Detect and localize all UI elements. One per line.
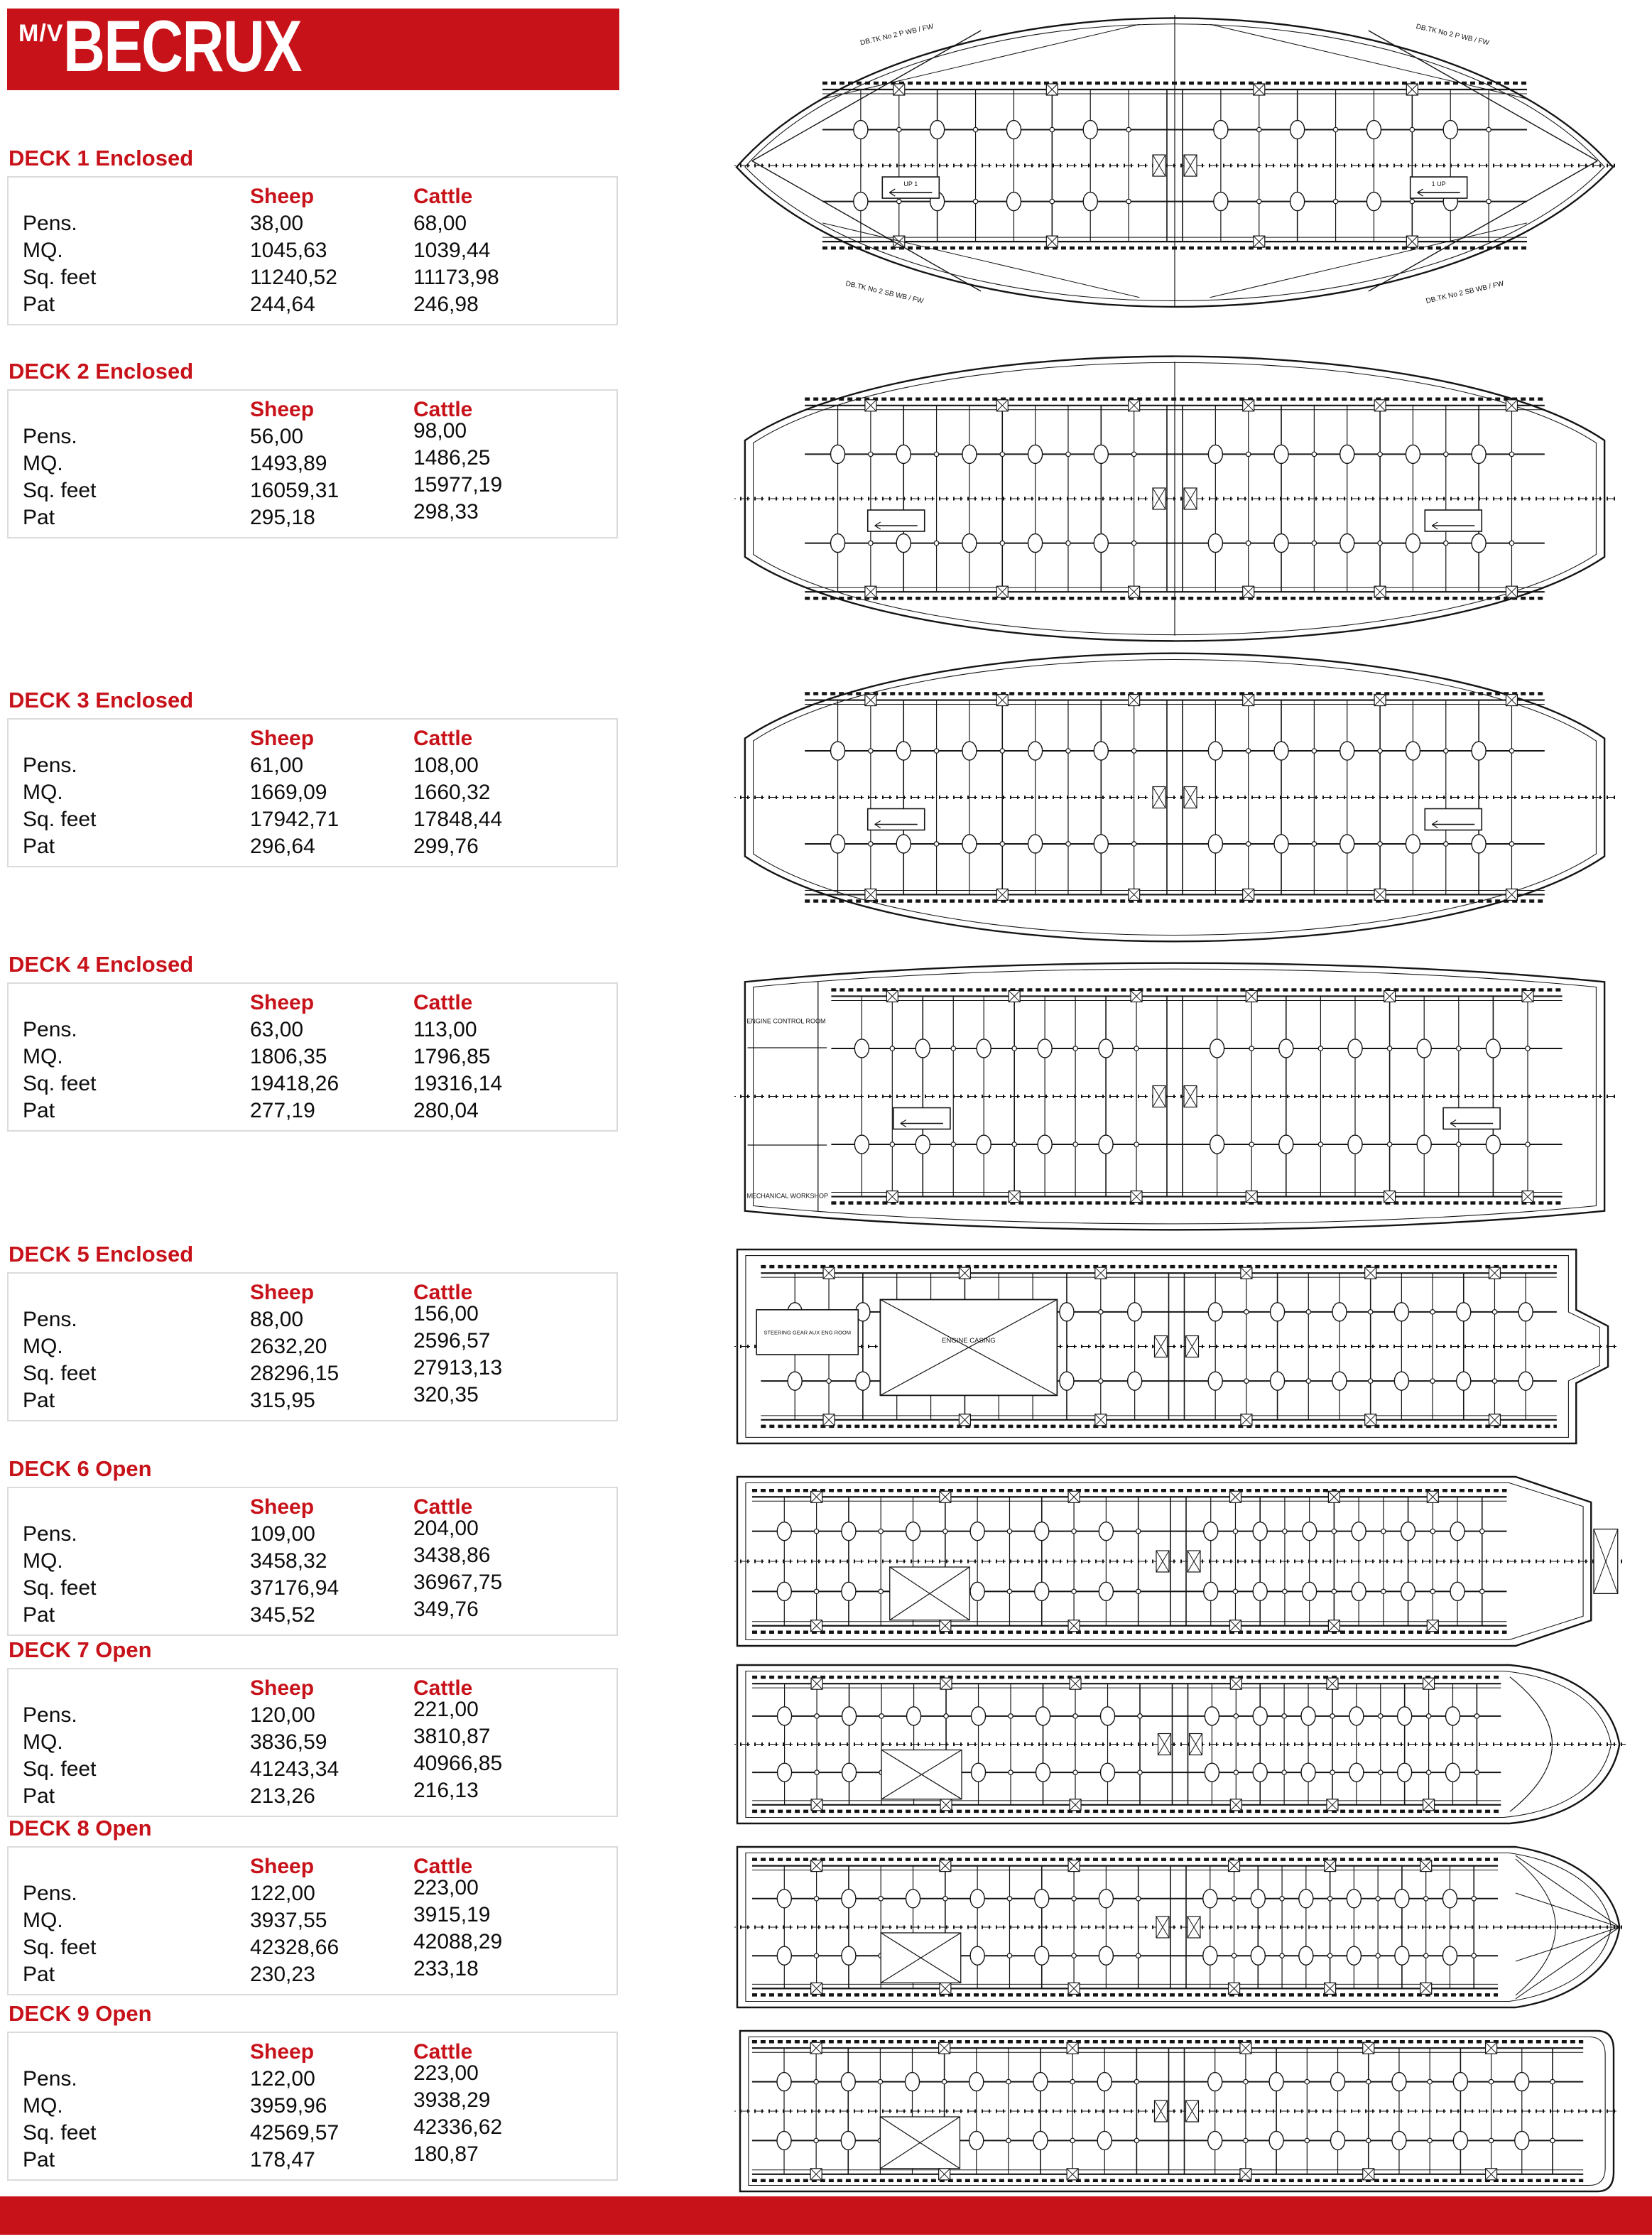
deck-title: DECK 2 Enclosed [9,359,194,384]
table-row-pens [23,210,591,237]
row-label-pens: Pens. [23,212,77,235]
table-row-pens [23,1017,591,1043]
row-label-sqfeet: Sq. feet [23,1757,97,1781]
col-header-sheep: Sheep [250,1281,315,1304]
deck-title: DECK 9 Open [9,2001,152,2026]
row-label-sqfeet: Sq. feet [23,808,97,831]
svg-text:DB.TK No 2 SB WB / FW: DB.TK No 2 SB WB / FW [1425,279,1505,305]
row-label-pat: Pat [23,835,55,858]
deck-4-plan-drawing [734,953,1615,1240]
table-row-sqfeet [23,264,591,291]
row-label-pat: Pat [23,1784,55,1808]
table-row-sqfeet [23,806,591,833]
row-label-sqfeet: Sq. feet [23,1072,97,1095]
cattle-sqfeet-value: 11173,98 [413,266,499,289]
table-row-mq [23,1043,591,1070]
cattle-pat-value: 216,13 [413,1779,479,1802]
table-row-sqfeet [23,1070,591,1097]
table-row-pat [23,833,591,860]
sheep-pens-value: 122,00 [250,1882,315,1905]
row-label-pat: Pat [23,1963,55,1986]
col-header-cattle: Cattle [413,1855,473,1878]
cattle-mq-value: 3915,19 [413,1903,491,1926]
deck-capacity-table [7,1668,618,1817]
row-label-mq: MQ. [23,239,63,262]
sheep-pat-value: 277,19 [250,1099,315,1122]
cattle-sqfeet-value: 42088,29 [413,1930,503,1953]
cattle-pens-value: 108,00 [413,754,479,777]
table-row-mq [23,779,591,806]
svg-text:DB.TK No 2 SB WB / FW: DB.TK No 2 SB WB / FW [844,279,925,305]
cattle-pat-value: 298,33 [413,500,479,524]
row-label-sqfeet: Sq. feet [23,266,97,289]
deck-capacity-table [7,176,618,325]
sheep-pat-value: 244,64 [250,293,315,316]
table-row-pat [23,1961,591,1988]
sheep-mq-value: 1045,63 [250,239,327,262]
sheep-mq-value: 3959,96 [250,2094,327,2118]
deck-title: DECK 3 Enclosed [9,688,194,712]
deck-title: DECK 7 Open [9,1637,152,1662]
sheep-sqfeet-value: 17942,71 [250,808,339,831]
col-header-sheep: Sheep [250,1495,315,1519]
deck-capacity-table [7,1272,618,1421]
row-label-pat: Pat [23,506,55,529]
deck-capacity-table [7,2032,618,2181]
deck-capacity-table [7,1846,618,1995]
sheep-mq-value: 1669,09 [250,781,327,804]
cattle-pat-value: 280,04 [413,1099,479,1122]
row-label-pens: Pens. [23,2067,77,2091]
deck-2-plan-drawing [734,353,1615,644]
cattle-pens-value: 68,00 [413,212,467,235]
row-label-mq: MQ. [23,452,63,475]
table-header-row [23,725,591,752]
col-header-cattle: Cattle [413,991,473,1014]
cattle-pens-value: 223,00 [413,2061,479,2085]
col-header-sheep: Sheep [250,1676,315,1700]
table-row-pat [23,291,591,318]
svg-text:1 UP: 1 UP [1431,180,1446,188]
deck-5-plan-drawing [734,1245,1619,1448]
svg-text:DB.TK No 2 P WB / FW: DB.TK No 2 P WB / FW [1415,23,1490,48]
sheep-pens-value: 38,00 [250,212,304,235]
table-row-pat [23,1602,591,1629]
deck-title: DECK 4 Enclosed [9,952,194,977]
col-header-sheep: Sheep [250,991,315,1014]
table-row-mq [23,237,591,264]
cattle-pat-value: 246,98 [413,293,479,316]
deck-title: DECK 8 Open [9,1816,152,1840]
cattle-pat-value: 299,76 [413,835,479,858]
sheep-pens-value: 109,00 [250,1522,315,1546]
row-label-pat: Pat [23,293,55,316]
row-label-pens: Pens. [23,1018,77,1041]
deck-capacity-table [7,982,618,1132]
cattle-mq-value: 1486,25 [413,446,491,470]
cattle-mq-value: 1796,85 [413,1045,491,1068]
svg-text:UP 1: UP 1 [903,180,918,188]
col-header-sheep: Sheep [250,185,315,208]
sheep-sqfeet-value: 37176,94 [250,1576,339,1600]
deck-3-plan-drawing [734,650,1615,945]
deck-title: DECK 1 Enclosed [9,146,194,170]
deck-6-plan-drawing [734,1472,1622,1651]
deck-1-plan-drawing [734,6,1615,316]
cattle-sqfeet-value: 19316,14 [413,1072,503,1095]
col-header-cattle: Cattle [413,398,473,421]
sheep-mq-value: 3836,59 [250,1730,327,1754]
cattle-pens-value: 204,00 [413,1517,479,1540]
cattle-mq-value: 3438,86 [413,1544,491,1567]
sheep-sqfeet-value: 42569,57 [250,2121,339,2145]
vessel-prefix: M/V [18,20,64,47]
col-header-cattle: Cattle [413,2040,473,2064]
svg-text:ENGINE CASING: ENGINE CASING [942,1337,996,1345]
cattle-pens-value: 221,00 [413,1698,479,1721]
row-label-mq: MQ. [23,1045,63,1068]
deck-section [7,1242,1652,1421]
svg-text:DB.TK No 2 P WB / FW: DB.TK No 2 P WB / FW [859,23,935,48]
svg-text:MECHANICAL WORKSHOP: MECHANICAL WORKSHOP [746,1192,829,1200]
cattle-mq-value: 3810,87 [413,1725,491,1748]
sheep-pat-value: 178,47 [250,2148,315,2172]
sheep-mq-value: 3937,55 [250,1909,327,1932]
deck-capacity-table [7,1487,618,1636]
footer-red-bar [0,2196,1652,2235]
deck-section [7,359,1652,538]
row-label-mq: MQ. [23,1335,63,1358]
cattle-pat-value: 320,35 [413,1383,479,1406]
sheep-pens-value: 120,00 [250,1703,315,1727]
row-label-pens: Pens. [23,1703,77,1727]
deck-capacity-table [7,389,618,538]
col-header-cattle: Cattle [413,1495,473,1519]
sheep-mq-value: 3458,32 [250,1549,327,1573]
sheep-pens-value: 88,00 [250,1308,304,1331]
cattle-mq-value: 1039,44 [413,239,491,262]
row-label-mq: MQ. [23,1909,63,1932]
col-header-sheep: Sheep [250,1855,315,1878]
table-row-pat [23,1387,591,1414]
deck-capacity-table [7,718,618,867]
sheep-pat-value: 315,95 [250,1389,315,1412]
row-label-pens: Pens. [23,425,77,448]
sheep-pens-value: 63,00 [250,1018,304,1041]
row-label-mq: MQ. [23,2094,63,2118]
deck-section [7,1637,1652,1817]
row-label-pens: Pens. [23,1882,77,1905]
deck-title: DECK 6 Open [9,1456,152,1481]
deck-title: DECK 5 Enclosed [9,1242,194,1267]
col-header-cattle: Cattle [413,1281,473,1304]
sheep-sqfeet-value: 42328,66 [250,1936,339,1959]
sheep-pat-value: 296,64 [250,835,315,858]
sheep-pens-value: 56,00 [250,425,304,448]
table-row-pat [23,2147,591,2174]
row-label-mq: MQ. [23,1549,63,1573]
row-label-mq: MQ. [23,1730,63,1754]
row-label-pat: Pat [23,1099,55,1122]
cattle-sqfeet-value: 15977,19 [413,473,503,497]
cattle-pens-value: 113,00 [413,1018,477,1041]
vessel-name: BECRUX [63,6,302,87]
deck-section [7,2001,1652,2181]
cattle-pens-value: 223,00 [413,1876,479,1899]
cattle-pat-value: 180,87 [413,2142,479,2166]
sheep-pat-value: 230,23 [250,1963,315,1986]
deck-section [7,1456,1652,1636]
cattle-sqfeet-value: 36967,75 [413,1571,503,1594]
cattle-sqfeet-value: 40966,85 [413,1752,503,1775]
row-label-sqfeet: Sq. feet [23,1576,97,1600]
col-header-sheep: Sheep [250,398,315,421]
row-label-sqfeet: Sq. feet [23,1936,97,1959]
row-label-pens: Pens. [23,1308,77,1331]
deck-section [7,952,1652,1200]
row-label-mq: MQ. [23,781,63,804]
sheep-pens-value: 61,00 [250,754,304,777]
svg-text:STEERING GEAR AUX ENG ROOM: STEERING GEAR AUX ENG ROOM [763,1329,851,1336]
deck-7-plan-drawing [734,1660,1626,1828]
cattle-pens-value: 156,00 [413,1302,479,1325]
cattle-pat-value: 349,76 [413,1598,479,1621]
deck-section [7,1816,1652,1995]
row-label-pat: Pat [23,2148,55,2172]
row-label-pat: Pat [23,1603,55,1627]
row-label-sqfeet: Sq. feet [23,479,97,502]
sheep-sqfeet-value: 11240,52 [250,266,337,289]
sheep-pat-value: 295,18 [250,506,315,529]
col-header-cattle: Cattle [413,727,473,750]
sheep-sqfeet-value: 16059,31 [250,479,339,502]
table-row-pat [23,504,591,531]
table-row-pat [23,1783,591,1810]
sheep-sqfeet-value: 28296,15 [250,1362,339,1385]
title-banner [7,6,619,90]
row-label-sqfeet: Sq. feet [23,1362,97,1385]
cattle-sqfeet-value: 27913,13 [413,1356,503,1379]
cattle-mq-value: 1660,32 [413,781,491,804]
sheep-sqfeet-value: 19418,26 [250,1072,339,1095]
cattle-pens-value: 98,00 [413,419,467,443]
cattle-sqfeet-value: 42336,62 [413,2115,503,2139]
row-label-pens: Pens. [23,754,77,777]
row-label-pat: Pat [23,1389,55,1412]
table-header-row [23,990,591,1017]
table-row-pens [23,752,591,779]
deck-section [7,688,1652,867]
col-header-sheep: Sheep [250,727,315,750]
row-label-sqfeet: Sq. feet [23,2121,97,2145]
deck-8-plan-drawing [734,1842,1622,2012]
svg-text:ENGINE CONTROL ROOM: ENGINE CONTROL ROOM [746,1017,826,1025]
table-row-pat [23,1097,591,1124]
cattle-sqfeet-value: 17848,44 [413,808,503,831]
deck-9-plan-drawing [734,2026,1619,2196]
sheep-sqfeet-value: 41243,34 [250,1757,339,1781]
sheep-pat-value: 213,26 [250,1784,315,1808]
col-header-sheep: Sheep [250,2040,315,2064]
table-header-row [23,183,591,210]
cattle-pat-value: 233,18 [413,1957,479,1980]
sheep-pens-value: 122,00 [250,2067,315,2091]
cattle-mq-value: 3938,29 [413,2088,491,2112]
col-header-cattle: Cattle [413,185,473,208]
cattle-mq-value: 2596,57 [413,1329,491,1352]
sheep-mq-value: 2632,20 [250,1335,327,1358]
col-header-cattle: Cattle [413,1676,473,1700]
sheep-mq-value: 1493,89 [250,452,327,475]
sheep-mq-value: 1806,35 [250,1045,327,1068]
sheep-pat-value: 345,52 [250,1603,315,1627]
row-label-pens: Pens. [23,1522,77,1546]
